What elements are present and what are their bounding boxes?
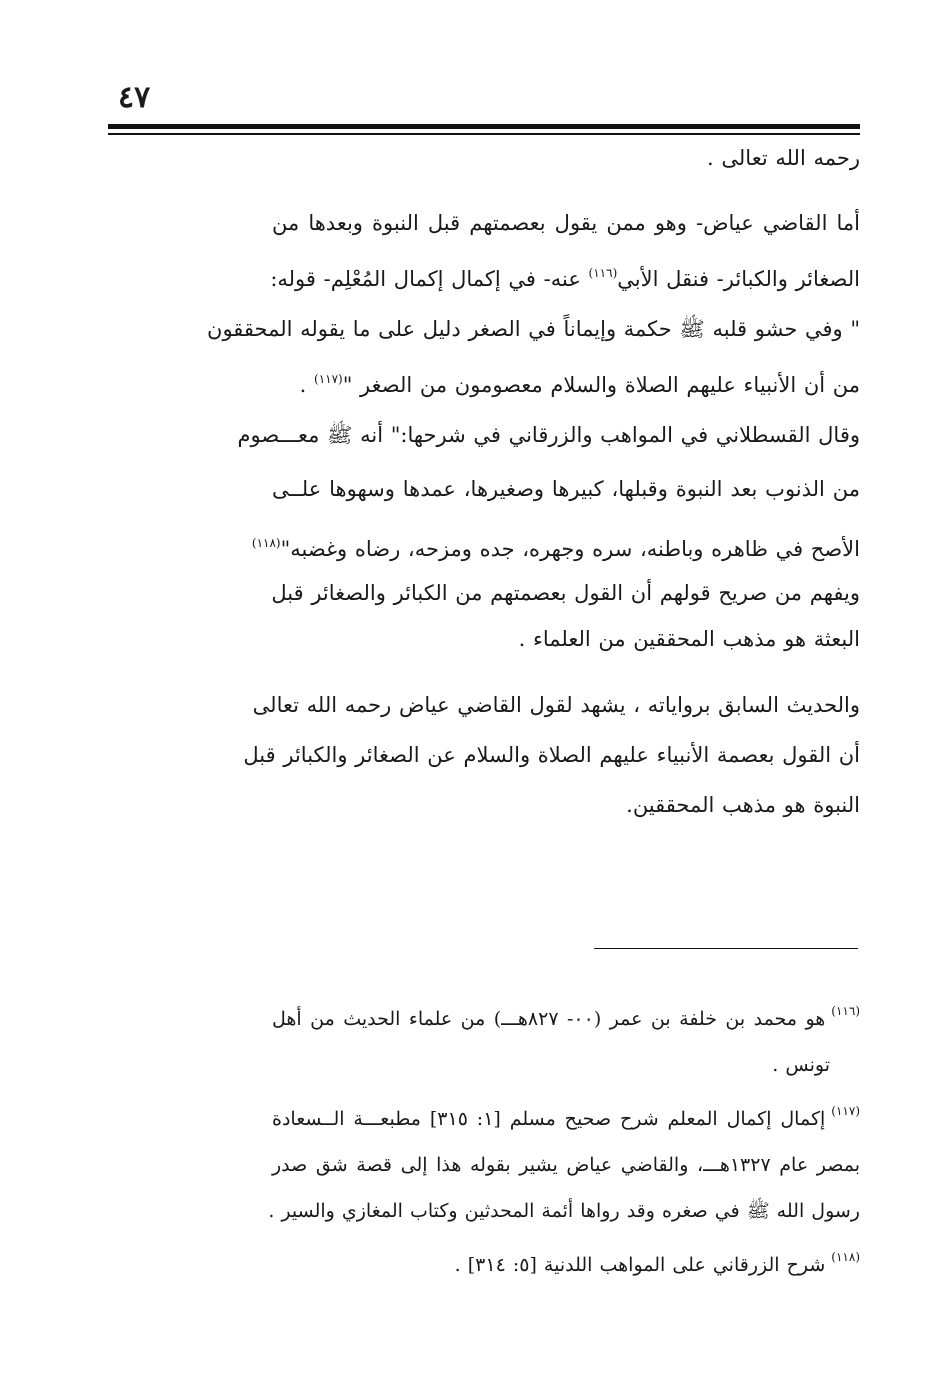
text-line: البعثة هو مذهب المحققين من العلماء . — [518, 627, 860, 651]
footnote-marker: (١١٨) — [831, 1250, 860, 1264]
text-segment: الصغائر والكبائر- فنقل الأبي — [617, 267, 860, 291]
text-line: والحديث السابق برواياته ، يشهد لقول القاضي عياض رحمه الله تعالى — [252, 693, 860, 717]
footnote-line: رسول الله ﷺ في صغره وقد رواها أئمة المحدثين وكتاب المغازي والسير . — [268, 1200, 860, 1222]
header-rule-thick — [108, 124, 860, 129]
text-line: " وفي حشو قلبه ﷺ حكمة وإيماناً في الصغر دليل على ما يقوله المحققون — [207, 317, 860, 341]
text-line — [251, 516, 860, 576]
footnotes — [268, 988, 861, 1288]
text-line — [272, 354, 860, 410]
text-line: من الذنوب بعد النبوة وقبلها، كبيرها وصغيرها، عمدها وسهوها علــى — [272, 477, 860, 501]
paragraph-3 — [272, 570, 860, 662]
header-rule-thin — [108, 133, 860, 135]
footnote-marker: (١١٦) — [831, 1004, 860, 1018]
footnote-marker: (١١٧) — [831, 1104, 860, 1118]
text-segment: هو محمد بن خلفة بن عمر (٠٠- ٨٢٧هـــ) من علماء الحديث من أهل — [272, 1008, 826, 1030]
text-line: رحمه الله تعالى . — [707, 146, 860, 170]
footnote-ref: (١١٦) — [588, 266, 618, 280]
footnote-ref: (١١٨) — [251, 536, 281, 550]
paragraph-4 — [243, 680, 860, 830]
paragraph-1 — [207, 198, 860, 410]
text-segment: من أن الأنبياء عليهم الصلاة والسلام معصومون من الصغر " — [342, 373, 860, 397]
text-line: النبوة هو مذهب المحققين. — [626, 793, 860, 817]
footnote-line: تونس . — [772, 1054, 830, 1076]
text-segment: شرح الزرقاني على المواهب اللدنية [٥: ٣١٤] . — [454, 1254, 826, 1276]
footnote-116 — [272, 988, 860, 1088]
intro-line — [620, 138, 860, 178]
footnote-line — [272, 1234, 860, 1288]
text-segment: . — [299, 373, 307, 397]
text-line: أن القول بعصمة الأنبياء عليهم الصلاة والسلام عن الصغائر والكبائر قبل — [243, 743, 860, 767]
footnote-separator — [594, 948, 858, 949]
footnote-118 — [272, 1234, 860, 1288]
text-line: ويفهم من صريح قولهم أن القول بعصمتهم من الكبائر والصغائر قبل — [271, 581, 860, 605]
text-line — [272, 248, 860, 304]
text-line: أما القاضي عياض- وهو ممن يقول بعصمتهم قبل النبوة وبعدها من — [272, 211, 860, 235]
text-segment: الأصح في ظاهره وباطنه، سره وجهره، جده ومزحه، رضاه وغضبه" — [280, 537, 860, 561]
footnote-line — [272, 988, 860, 1042]
text-segment: إكمال إكمال المعلم شرح صحيح مسلم [١: ٣١٥] مطبعـــة الــسعادة — [272, 1108, 826, 1130]
page-number: ٤٧ — [118, 80, 151, 115]
text-segment: عنه- في إكمال إكمال المُعْلِم- قوله: — [270, 267, 581, 291]
footnote-line — [272, 1088, 860, 1142]
paragraph-2 — [237, 408, 860, 576]
footnote-line: بمصر عام ١٣٢٧هـــ، والقاضي عياض يشير بقوله هذا إلى قصة شق صدر — [272, 1154, 861, 1176]
footnote-ref: (١١٧) — [314, 372, 343, 386]
footnote-117 — [268, 1088, 861, 1234]
text-line: وقال القسطلاني في المواهب والزرقاني في شرحها:" أنه ﷺ معـــصوم — [237, 423, 860, 447]
